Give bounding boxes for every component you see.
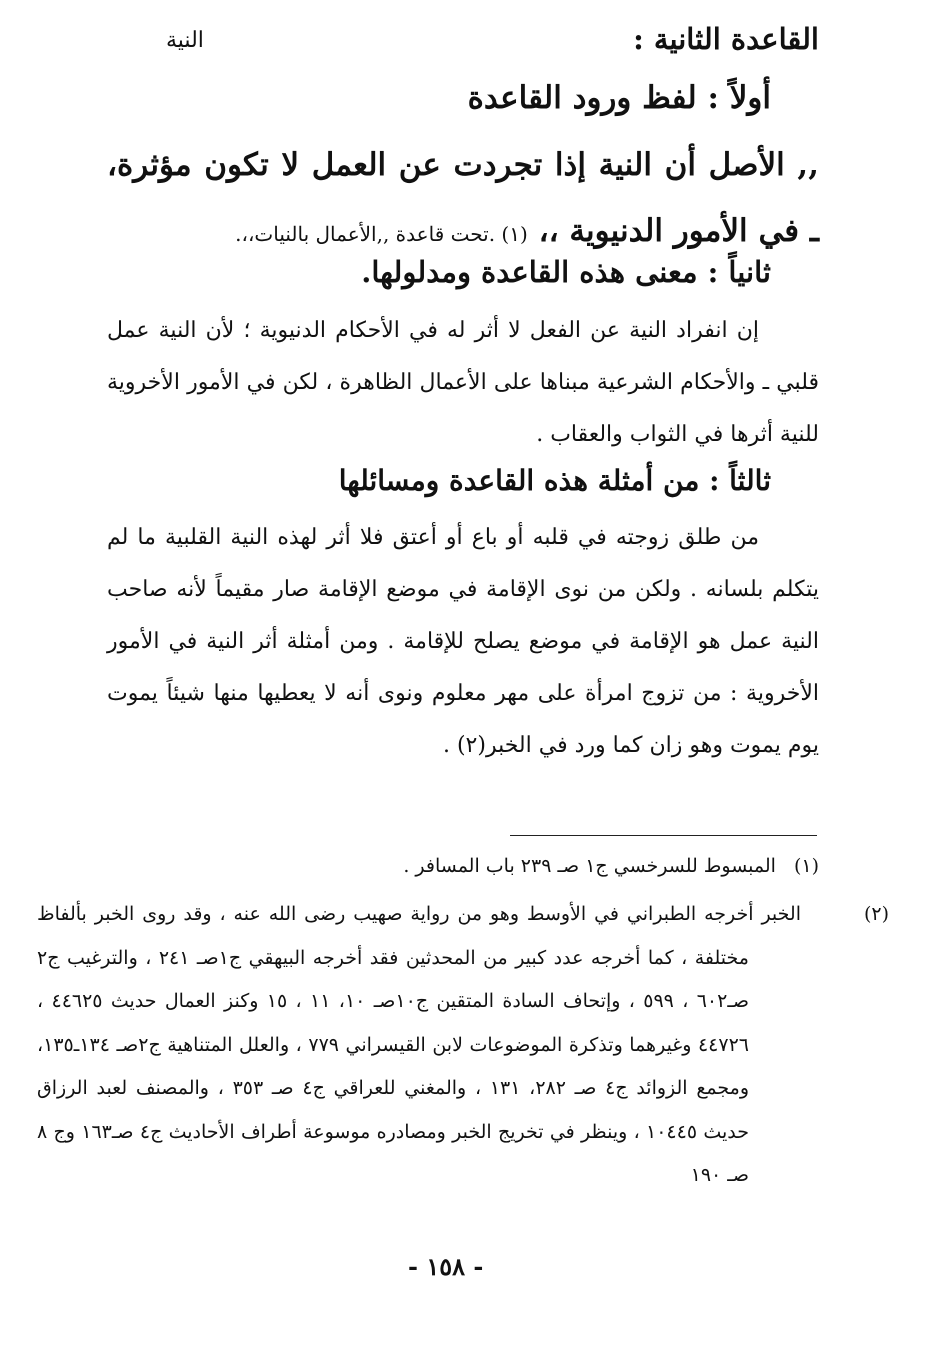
section-body-third: من طلق زوجته في قلبه أو باع أو أعتق فلا أثر لهذه النية القلبية ما لم يتكلم بلسانه . ولكن من نوى الإقامة في موضع الإقامة صار مقيماً لأنه صاحب النية عمل هو الإقامة في موضع يصلح للإقامة . ومن أمثلة أثر النية في الأمور الأخروية : من تزوج امرأة على مهر معلوم ونوى أنه لا يعطيها منها شيئاً يموت يوم يموت وهو زان كما ورد في الخبر(٢) . — [107, 525, 819, 758]
footnote-2: (٢)الخبر أخرجه الطبراني في الأوسط وهو من رواية صهيب رضى الله عنه ، وقد روى الخبر بألفاظ مختلفة ، كما أخرجه عدد كبير من المحدثين فقد أخرجه البيهقي ج١صـ ٢٤١ ، والترغيب ج٢ صـ٦٠٢ ، ٥٩٩ ، وإتحاف السادة المتقين ج١٠صـ ١٠، ١١ ، ١٥ وكنز العمال حديث ٤٤٦٢٥ ، ٤٤٧٢٦ وغيرهما وتذكرة الموضوعات لابن القيسراني ٧٧٩ ، والعلل المتناهية ج٢صـ ١٣٤ـ١٣٥، ومجمع الزوائد ج٤ صـ ٢٨٢، ١٣١ ، والمغني للعراقي ج٤ صـ ٣٥٣ ، والمصنف لعبد الرزاق حديث ١٠٤٤٥ ، وينظر في تخريج الخبر ومصادره موسوعة أطراف الأحاديث ج٤ صـ١٦٣ وج ٨ صـ ١٩٠ — [37, 903, 889, 1186]
section-heading-third: ثالثاً : من أمثلة هذه القاعدة ومسائلها — [338, 464, 771, 497]
section-heading-second: ثانياً : معنى هذه القاعدة ومدلولها. — [361, 255, 771, 289]
rule-title: القاعدة الثانية : — [633, 22, 819, 56]
footnote-1-number: (١) — [793, 855, 819, 877]
rule-statement — [107, 132, 819, 267]
page-number: - ١٥٨ - — [408, 1252, 484, 1281]
rule-statement-text: ,, الأصل أن النية إذا تجردت عن العمل لا تكون مؤثرة، ـ في الأمور الدنيوية ،، — [107, 147, 819, 249]
footnote-2-text: الخبر أخرجه الطبراني في الأوسط وهو من رواية صهيب رضى الله عنه ، وقد روى الخبر بألفاظ مختلفة ، كما أخرجه عدد كبير من المحدثين فقد أخرجه البيهقي ج١صـ ٢٤١ ، والترغيب ج٢ صـ٦٠٢ ، ٥٩٩ ، وإتحاف السادة المتقين ج١٠صـ ١٠، ١١ ، ١٥ وكنز العمال حديث ٤٤٦٢٥ ، ٤٤٧٢٦ وغيرهما وتذكرة الموضوعات لابن القيسراني ٧٧٩ ، والعلل المتناهية ج٢صـ ١٣٤ـ١٣٥، ومجمع الزوائد ج٤ صـ ٢٨٢، ١٣١ ، والمغني للعراقي ج٤ صـ ٣٥٣ ، والمصنف لعبد الرزاق حديث ١٠٤٤٥ ، وينظر في تخريج الخبر ومصادره موسوعة أطراف الأحاديث ج٤ صـ١٦٣ وج ٨ صـ ١٩٠ — [37, 903, 801, 1186]
section-body-second: إن انفراد النية عن الفعل لا أثر له في الأحكام الدنيوية ؛ لأن النية عمل قلبي ـ والأحكام الشرعية مبناها على الأعمال الظاهرة ، لكن في الأمور الأخروية للنية أثرها في الثواب والعقاب . — [107, 318, 819, 447]
section-heading-first: أولاً : لفظ ورود القاعدة — [467, 80, 771, 116]
footnote-1 — [107, 852, 819, 880]
footnote-divider — [510, 835, 817, 836]
page-topic: النية — [166, 28, 204, 53]
footnote-1-text: المبسوط للسرخسي ج١ صـ ٢٣٩ باب المسافر . — [403, 855, 776, 877]
rule-reference: (١) .تحت قاعدة ,,الأعمال بالنيات،،. — [235, 222, 528, 246]
